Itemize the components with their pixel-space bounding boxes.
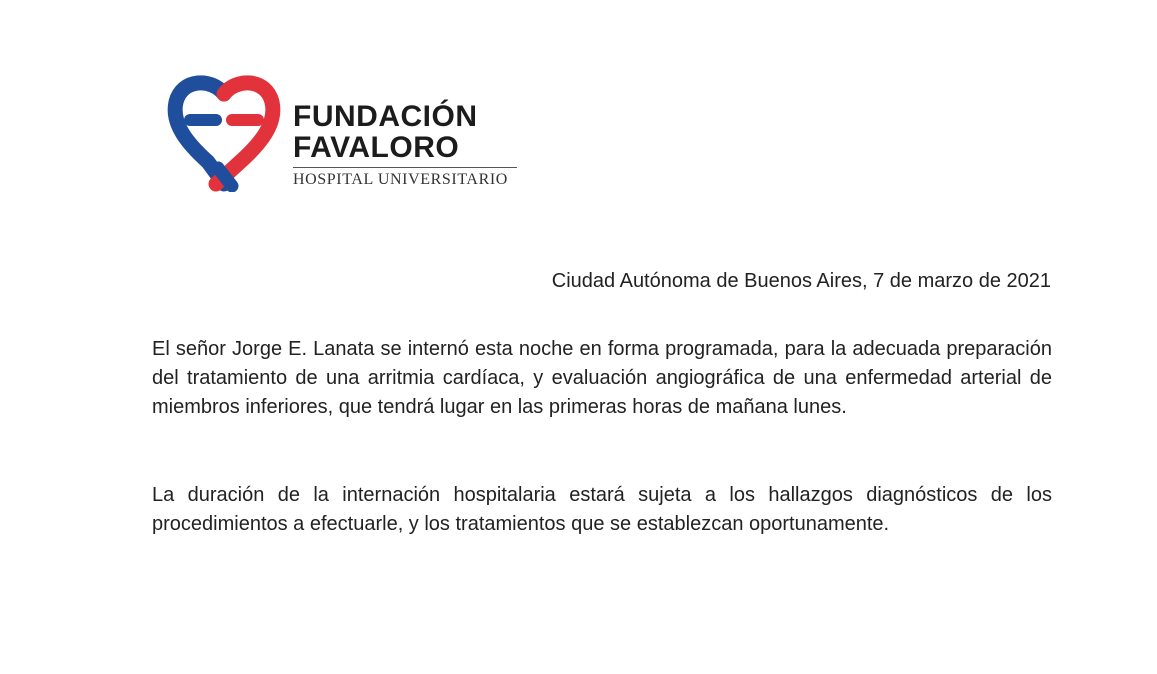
org-name-line2: FAVALORO [293, 131, 460, 164]
org-name-line1: FUNDACIÓN [293, 100, 478, 133]
letterhead-text [293, 101, 533, 189]
body-paragraph-1: El señor Jorge E. Lanata se internó esta noche en forma programada, para la adecuada preparación del tratamiento de una arritmia cardíaca, y evaluación angiográfica de una enfermedad arterial de miembros inferiores, que tendrá lugar en las primeras horas de mañana lunes. [152, 338, 1052, 418]
letterhead-divider [293, 167, 517, 168]
body-paragraph-2: La duración de la internación hospitalaria estará sujeta a los hallazgos diagnósticos de los procedimientos a efectuarle, y los tratamientos que se establezcan oportunamente. [152, 484, 1052, 535]
org-subtitle: HOSPITAL UNIVERSITARIO [293, 171, 508, 188]
date-place-line: Ciudad Autónoma de Buenos Aires, 7 de marzo de 2021 [551, 270, 1051, 292]
heart-ff-logo-icon [166, 72, 282, 192]
